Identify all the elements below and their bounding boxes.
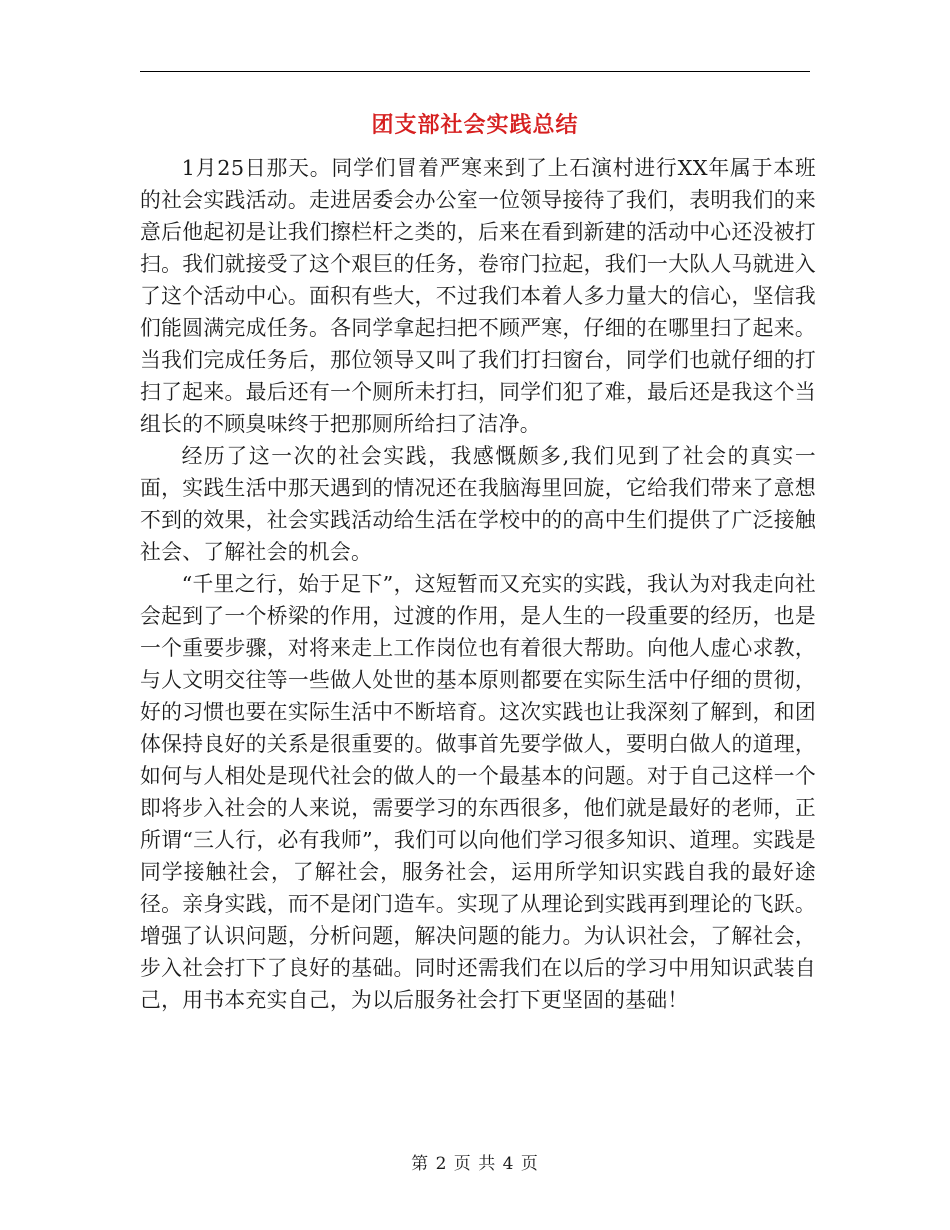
document-body xyxy=(140,152,816,1016)
paragraph-2: 经历了这一次的社会实践，我感慨颇多,我们见到了社会的真实一面，实践生活中那天遇到的情况还在我脑海里回旋，它给我们带来了意想不到的效果，社会实践活动给生活在学校中的的高中生们提供了广泛接触社会、了解社会的机会。 xyxy=(140,444,816,564)
header-rule xyxy=(140,71,810,72)
document-title: 团支部社会实践总结 xyxy=(371,112,579,138)
paragraph-1: 1月25日那天。同学们冒着严寒来到了上石演村进行XX年属于本班的社会实践活动。走进居委会办公室一位领导接待了我们，表明我们的来意后他起初是让我们擦栏杆之类的，后来在看到新建的活动中心还没被打扫。我们就接受了这个艰巨的任务，卷帘门拉起，我们一大队人马就进入了这个活动中心。面积有些大，不过我们本着人多力量大的信心，坚信我们能圆满完成任务。各同学拿起扫把不顾严寒，仔细的在哪里扫了起来。当我们完成任务后，那位领导又叫了我们打扫窗台，同学们也就仔细的打扫了起来。最后还有一个厕所未打扫，同学们犯了难，最后还是我这个当组长的不顾臭味终于把那厕所给扫了洁净。 xyxy=(140,156,816,436)
paragraph-3: “千里之行，始于足下”，这短暂而又充实的实践，我认为对我走向社会起到了一个桥梁的作用，过渡的作用，是人生的一段重要的经历，也是一个重要步骤，对将来走上工作岗位也有着很大帮助。向他人虚心求教，与人文明交往等一些做人处世的基本原则都要在实际生活中仔细的贯彻，好的习惯也要在实际生活中不断培育。这次实践也让我深刻了解到，和团体保持良好的关系是很重要的。做事首先要学做人，要明白做人的道理，如何与人相处是现代社会的做人的一个最基本的问题。对于自己这样一个即将步入社会的人来说，需要学习的东西很多，他们就是最好的老师，正所谓“三人行，必有我师”，我们可以向他们学习很多知识、道理。实践是同学接触社会，了解社会，服务社会，运用所学知识实践自我的最好途径。亲身实践，而不是闭门造车。实现了从理论到实践再到理论的飞跃。增强了认识问题，分析问题，解决问题的能力。为认识社会，了解社会，步入社会打下了良好的基础。同时还需我们在以后的学习中用知识武装自己，用书本充实自己，为以后服务社会打下更坚固的基础！ xyxy=(140,572,816,1012)
page-footer: 第 2 页 共 4 页 xyxy=(411,1154,539,1174)
